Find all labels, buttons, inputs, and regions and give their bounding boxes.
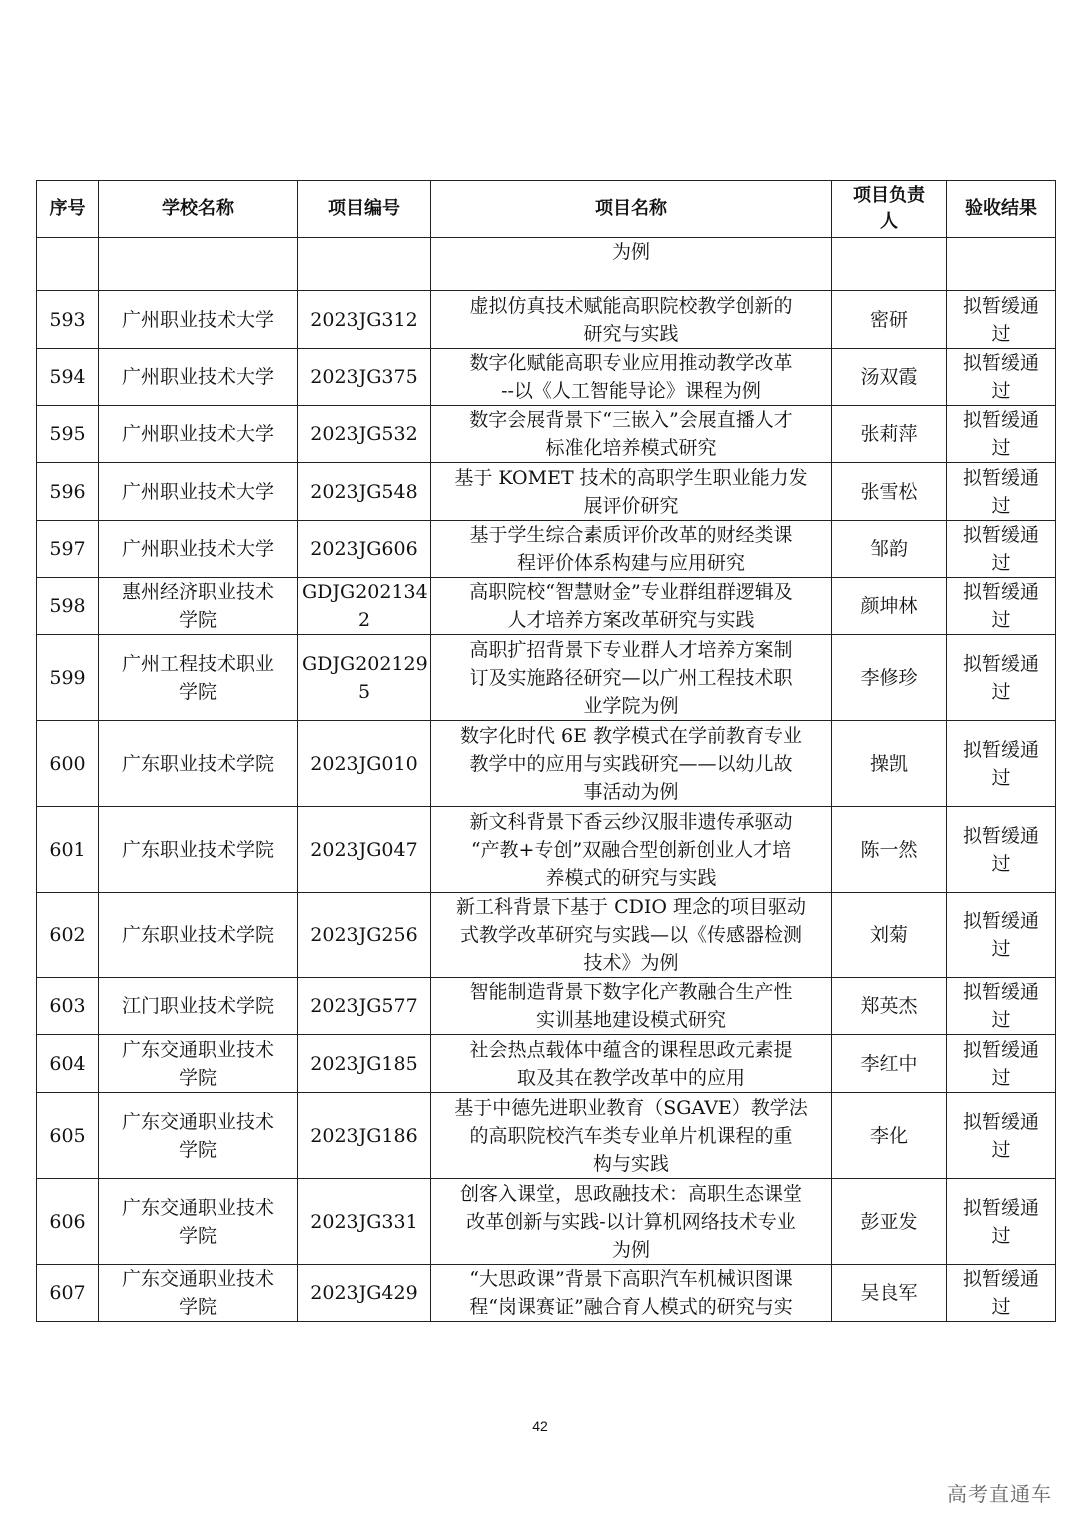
table-row bbox=[37, 721, 1056, 807]
table-row bbox=[37, 807, 1056, 893]
cell-no: 604 bbox=[37, 1035, 99, 1093]
cell-no: 594 bbox=[37, 349, 99, 406]
cell-leader: 颜坤林 bbox=[832, 578, 947, 635]
cell-code: 2023JG577 bbox=[298, 978, 431, 1035]
cell-result: 拟暂缓通 过 bbox=[947, 807, 1056, 893]
cell-leader: 李红中 bbox=[832, 1035, 947, 1093]
cell-leader: 密研 bbox=[832, 291, 947, 349]
cell-no: 605 bbox=[37, 1093, 99, 1179]
cell-no: 596 bbox=[37, 463, 99, 521]
table-row bbox=[37, 1265, 1056, 1322]
cell-code: 2023JG331 bbox=[298, 1179, 431, 1265]
cell-no: 601 bbox=[37, 807, 99, 893]
cell-name: 高职院校“智慧财金”专业群组群逻辑及 人才培养方案改革研究与实践 bbox=[431, 578, 832, 635]
cell-name: 数字化赋能高职专业应用推动教学改革 --以《人工智能导论》课程为例 bbox=[431, 349, 832, 406]
header-name: 项目名称 bbox=[431, 181, 832, 238]
cell-school: 广州职业技术大学 bbox=[99, 521, 298, 578]
cell-leader: 操凯 bbox=[832, 721, 947, 807]
table-row bbox=[37, 521, 1056, 578]
cell-leader: 邹韵 bbox=[832, 521, 947, 578]
cell-no: 602 bbox=[37, 893, 99, 978]
cell-leader: 刘菊 bbox=[832, 893, 947, 978]
cell-leader: 李修珍 bbox=[832, 635, 947, 721]
cell-school: 广州职业技术大学 bbox=[99, 463, 298, 521]
cell-school: 广东职业技术学院 bbox=[99, 721, 298, 807]
cell-name: 为例 bbox=[431, 238, 832, 291]
cell-result: 拟暂缓通 过 bbox=[947, 578, 1056, 635]
cell-name: 数字化时代 6E 教学模式在学前教育专业 教学中的应用与实践研究——以幼儿故 事活动为例 bbox=[431, 721, 832, 807]
cell-name: 智能制造背景下数字化产教融合生产性 实训基地建设模式研究 bbox=[431, 978, 832, 1035]
cell-school: 广东职业技术学院 bbox=[99, 893, 298, 978]
cell-code: 2023JG532 bbox=[298, 406, 431, 463]
cell-name: 创客入课堂，思政融技术：高职生态课堂 改革创新与实践-以计算机网络技术专业 为例 bbox=[431, 1179, 832, 1265]
cell-result: 拟暂缓通 过 bbox=[947, 291, 1056, 349]
cell-no: 593 bbox=[37, 291, 99, 349]
cell-school: 广东交通职业技术 学院 bbox=[99, 1035, 298, 1093]
cell-no: 603 bbox=[37, 978, 99, 1035]
cell-no: 600 bbox=[37, 721, 99, 807]
cell-code: 2023JG186 bbox=[298, 1093, 431, 1179]
header-leader: 项目负责 人 bbox=[832, 181, 947, 238]
cell-result: 拟暂缓通 过 bbox=[947, 1265, 1056, 1322]
cell-result: 拟暂缓通 过 bbox=[947, 1093, 1056, 1179]
cell-code: GDJG202134 2 bbox=[298, 578, 431, 635]
header-no: 序号 bbox=[37, 181, 99, 238]
cell-leader: 吴良军 bbox=[832, 1265, 947, 1322]
cell-code: 2023JG312 bbox=[298, 291, 431, 349]
cell-leader: 李化 bbox=[832, 1093, 947, 1179]
cell-name: 数字会展背景下“三嵌入”会展直播人才 标准化培养模式研究 bbox=[431, 406, 832, 463]
cell-school: 广州职业技术大学 bbox=[99, 291, 298, 349]
cell-result: 拟暂缓通 过 bbox=[947, 721, 1056, 807]
cell-result: 拟暂缓通 过 bbox=[947, 635, 1056, 721]
table-row bbox=[37, 406, 1056, 463]
cell-no: 607 bbox=[37, 1265, 99, 1322]
cell-school: 广东职业技术学院 bbox=[99, 807, 298, 893]
cell-no: 597 bbox=[37, 521, 99, 578]
cell-leader: 张莉萍 bbox=[832, 406, 947, 463]
cell-code: 2023JG010 bbox=[298, 721, 431, 807]
cell-result: 拟暂缓通 过 bbox=[947, 463, 1056, 521]
header-row bbox=[37, 181, 1056, 238]
cell-name: 新工科背景下基于 CDIO 理念的项目驱动 式教学改革研究与实践—以《传感器检测 技术》为例 bbox=[431, 893, 832, 978]
cell-school: 广州职业技术大学 bbox=[99, 349, 298, 406]
cell-school: 广东交通职业技术 学院 bbox=[99, 1179, 298, 1265]
cell-name: 基于 KOMET 技术的高职学生职业能力发 展评价研究 bbox=[431, 463, 832, 521]
table-row bbox=[37, 978, 1056, 1035]
continuation-row bbox=[37, 238, 1056, 291]
cell-school: 广州工程技术职业 学院 bbox=[99, 635, 298, 721]
cell-result: 拟暂缓通 过 bbox=[947, 893, 1056, 978]
cell-leader: 彭亚发 bbox=[832, 1179, 947, 1265]
cell-no: 599 bbox=[37, 635, 99, 721]
cell-no: 598 bbox=[37, 578, 99, 635]
cell-code: GDJG202129 5 bbox=[298, 635, 431, 721]
table-row bbox=[37, 578, 1056, 635]
cell-code: 2023JG429 bbox=[298, 1265, 431, 1322]
cell-name: 社会热点载体中蕴含的课程思政元素提 取及其在教学改革中的应用 bbox=[431, 1035, 832, 1093]
table-row bbox=[37, 1093, 1056, 1179]
cell-leader: 郑英杰 bbox=[832, 978, 947, 1035]
table-row bbox=[37, 463, 1056, 521]
cell-leader: 张雪松 bbox=[832, 463, 947, 521]
cell-code: 2023JG256 bbox=[298, 893, 431, 978]
project-table bbox=[36, 180, 1056, 1322]
header-result: 验收结果 bbox=[947, 181, 1056, 238]
cell-result: 拟暂缓通 过 bbox=[947, 978, 1056, 1035]
cell-result: 拟暂缓通 过 bbox=[947, 1035, 1056, 1093]
cell-result: 拟暂缓通 过 bbox=[947, 521, 1056, 578]
cell-school: 广州职业技术大学 bbox=[99, 406, 298, 463]
cell-result: 拟暂缓通 过 bbox=[947, 349, 1056, 406]
cell-code: 2023JG606 bbox=[298, 521, 431, 578]
page-number: 42 bbox=[532, 1418, 548, 1434]
cell-name: 高职扩招背景下专业群人才培养方案制 订及实施路径研究—以广州工程技术职 业学院为例 bbox=[431, 635, 832, 721]
cell-name: 基于中德先进职业教育（SGAVE）教学法 的高职院校汽车类专业单片机课程的重 构与实践 bbox=[431, 1093, 832, 1179]
cell-leader: 汤双霞 bbox=[832, 349, 947, 406]
cell-leader: 陈一然 bbox=[832, 807, 947, 893]
watermark: 高考直通车 bbox=[947, 1482, 1052, 1506]
header-school: 学校名称 bbox=[99, 181, 298, 238]
cell-name: 新文科背景下香云纱汉服非遗传承驱动 “产教+专创”双融合型创新创业人才培 养模式的研究与实践 bbox=[431, 807, 832, 893]
table-row bbox=[37, 291, 1056, 349]
cell-result: 拟暂缓通 过 bbox=[947, 1179, 1056, 1265]
cell-result: 拟暂缓通 过 bbox=[947, 406, 1056, 463]
cell-name: 虚拟仿真技术赋能高职院校教学创新的 研究与实践 bbox=[431, 291, 832, 349]
cell-school: 广东交通职业技术 学院 bbox=[99, 1265, 298, 1322]
table-row bbox=[37, 349, 1056, 406]
cell-name: 基于学生综合素质评价改革的财经类课 程评价体系构建与应用研究 bbox=[431, 521, 832, 578]
cell-no: 606 bbox=[37, 1179, 99, 1265]
cell-code: 2023JG047 bbox=[298, 807, 431, 893]
header-code: 项目编号 bbox=[298, 181, 431, 238]
table-row bbox=[37, 1179, 1056, 1265]
table-row bbox=[37, 893, 1056, 978]
cell-school: 广东交通职业技术 学院 bbox=[99, 1093, 298, 1179]
cell-name: “大思政课”背景下高职汽车机械识图课 程“岗课赛证”融合育人模式的研究与实 bbox=[431, 1265, 832, 1322]
cell-school: 江门职业技术学院 bbox=[99, 978, 298, 1035]
table-row bbox=[37, 635, 1056, 721]
cell-school: 惠州经济职业技术 学院 bbox=[99, 578, 298, 635]
cell-code: 2023JG375 bbox=[298, 349, 431, 406]
cell-code: 2023JG548 bbox=[298, 463, 431, 521]
cell-code: 2023JG185 bbox=[298, 1035, 431, 1093]
cell-no: 595 bbox=[37, 406, 99, 463]
table-row bbox=[37, 1035, 1056, 1093]
